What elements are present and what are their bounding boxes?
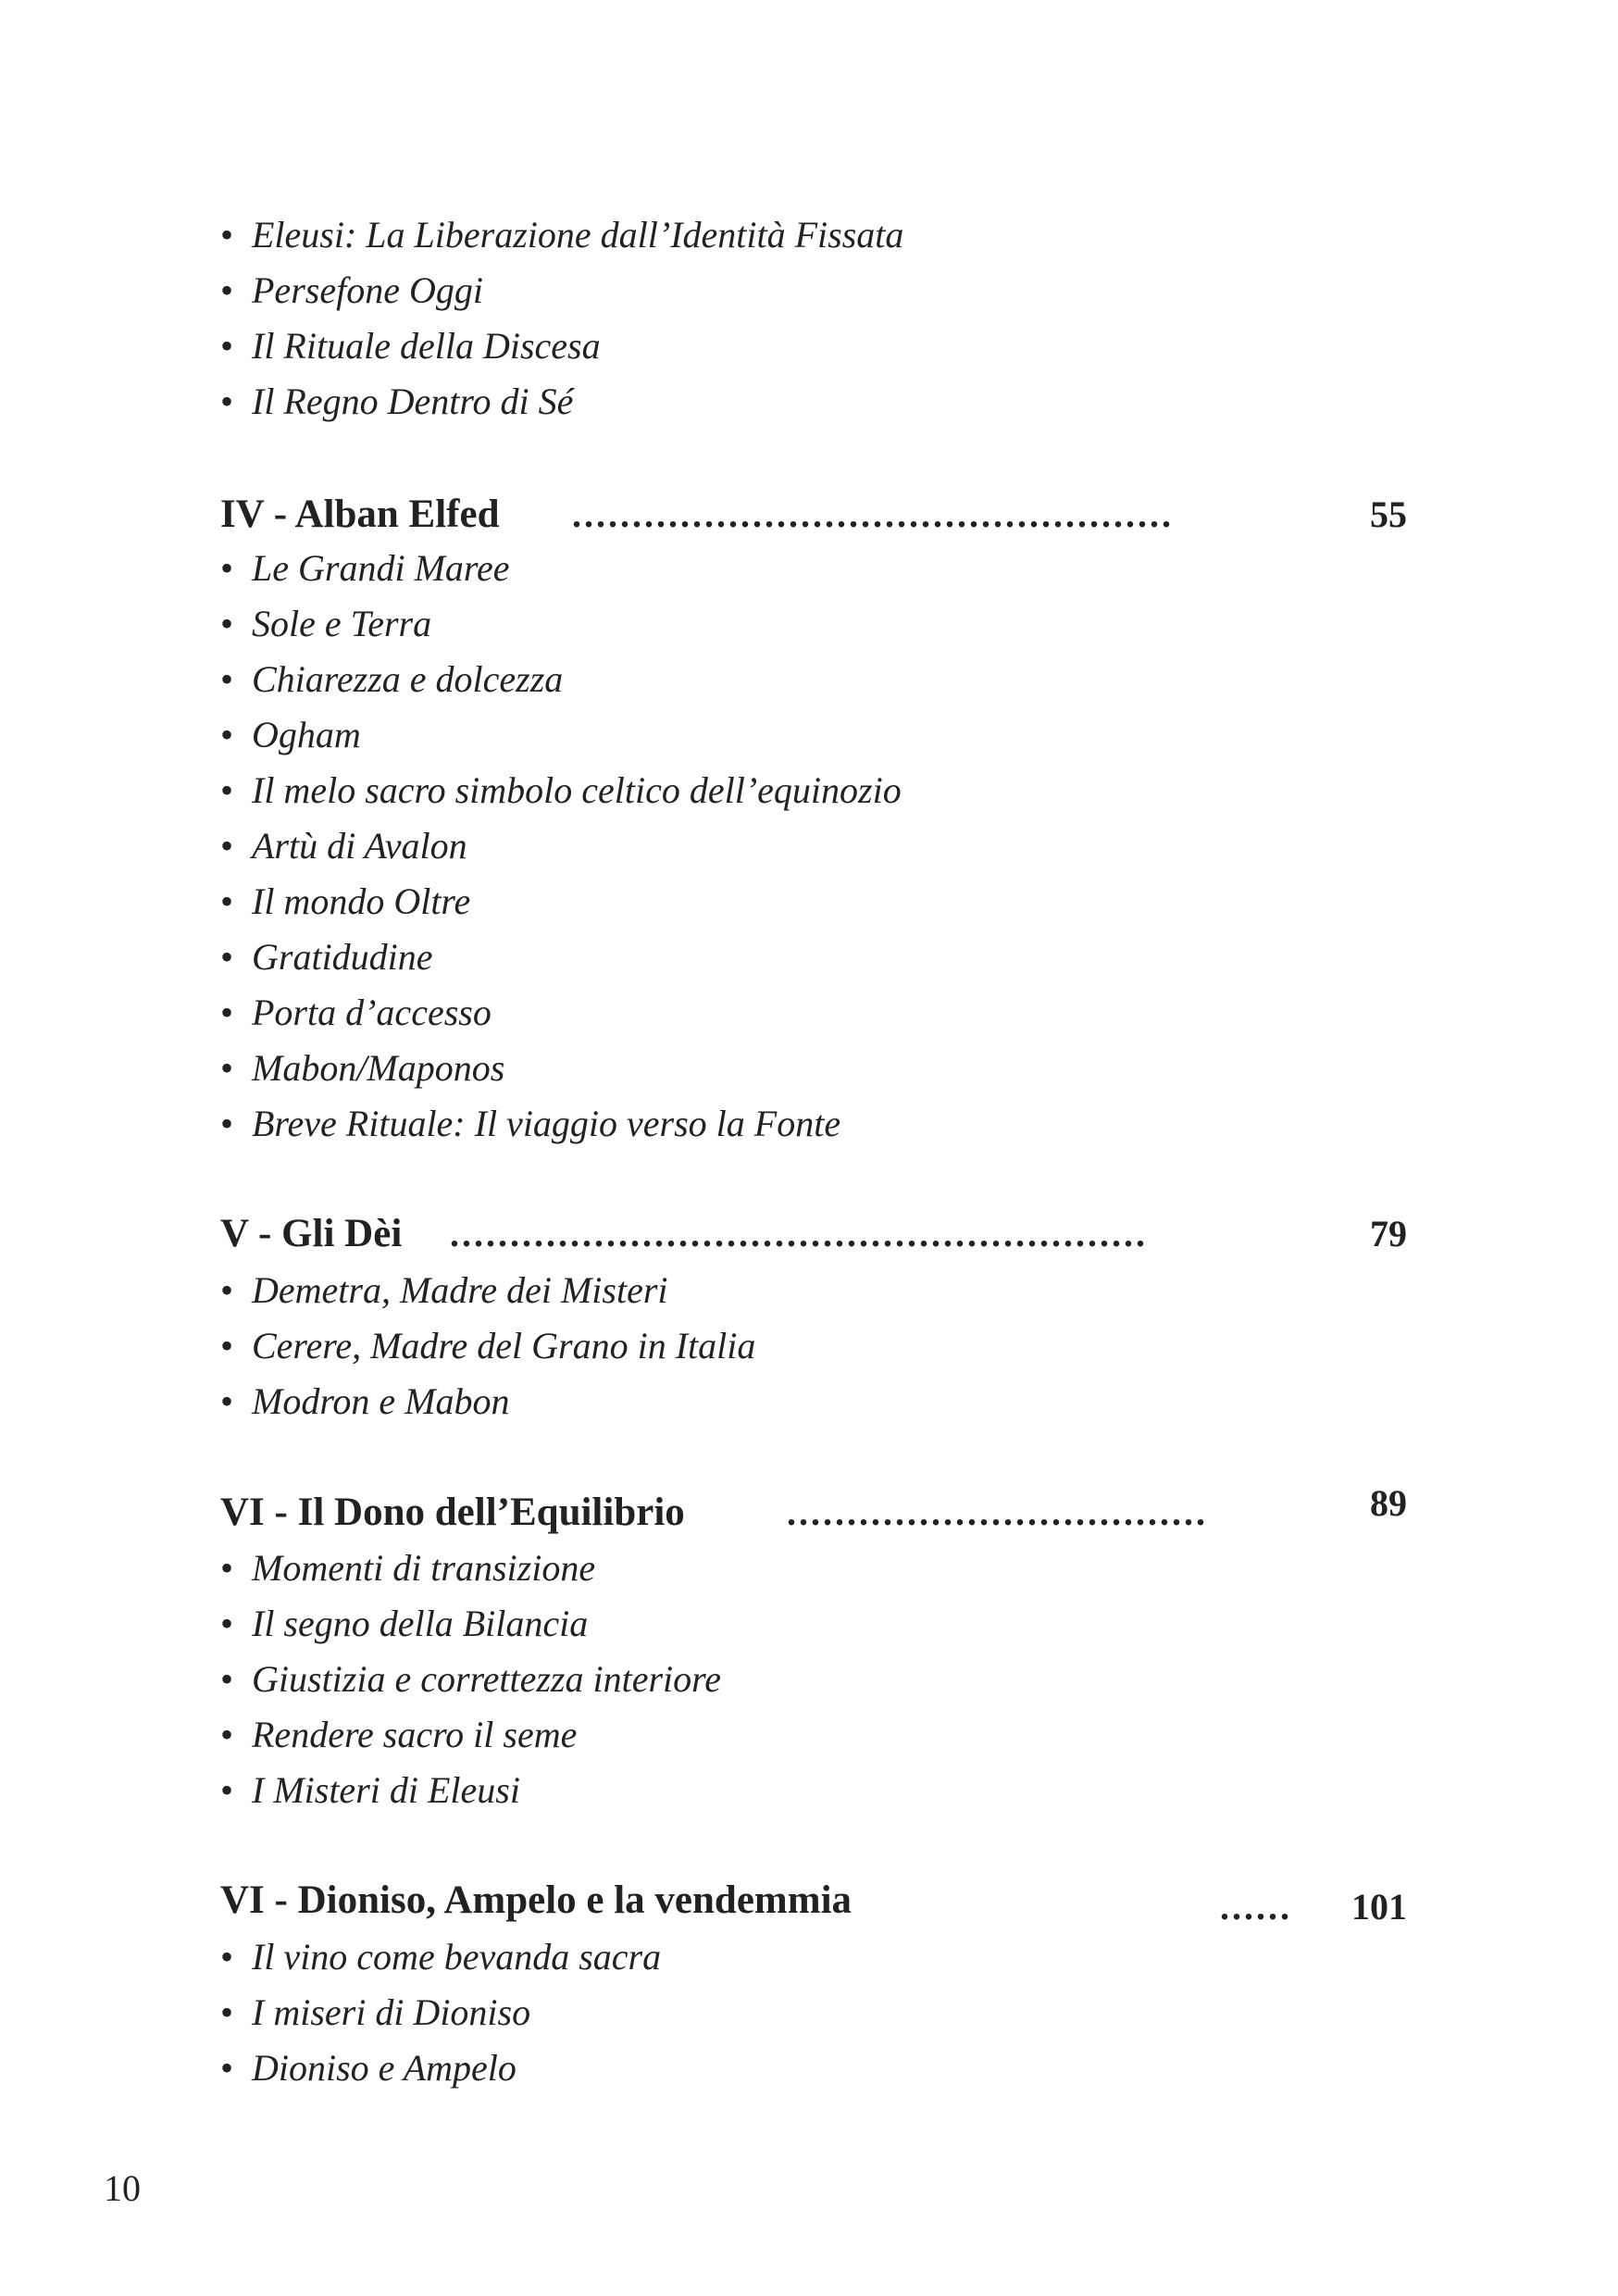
list-item (220, 207, 903, 263)
bullet: • (220, 769, 234, 811)
list-item (220, 2040, 517, 2096)
bullet: • (220, 1769, 234, 1811)
list-item-label: Il vino come bevanda sacra (252, 1936, 662, 1978)
list-item-label: Momenti di transizione (252, 1547, 596, 1589)
list-item (220, 1652, 721, 1707)
list-item-label: Giustizia e correttezza interiore (252, 1658, 721, 1700)
list-item (220, 818, 467, 874)
bullet: • (220, 936, 234, 978)
list-item (220, 1707, 577, 1763)
list-item (220, 1041, 504, 1096)
list-item-label: Porta d’accesso (252, 992, 492, 1033)
list-item (220, 1541, 595, 1596)
bullet: • (220, 1603, 234, 1644)
list-item-label: Rendere sacro il seme (252, 1714, 578, 1755)
bullet: • (220, 1269, 234, 1311)
list-item (220, 1263, 668, 1318)
bullet: • (220, 2047, 234, 2089)
folio-page-number: 10 (104, 2167, 141, 2209)
list-item-label: Le Grandi Maree (252, 547, 510, 589)
list-item-label: Persefone Oggi (252, 269, 483, 311)
list-item-label: Il Rituale della Discesa (252, 325, 601, 367)
bullet: • (220, 992, 234, 1033)
list-item-label: Sole e Terra (252, 603, 432, 644)
list-item-label: Il mondo Oltre (252, 880, 471, 922)
bullet: • (220, 1936, 234, 1978)
leader-dots: ...... (1220, 1886, 1292, 1928)
bullet: • (220, 325, 234, 367)
leader-dots: .................................................. (572, 493, 1174, 535)
bullet: • (220, 547, 234, 589)
list-item (220, 1596, 588, 1652)
list-item (220, 541, 509, 596)
list-item-label: Artù di Avalon (252, 825, 467, 867)
list-item-label: Il segno della Bilancia (252, 1603, 589, 1644)
list-item (220, 1374, 509, 1429)
section-title: VI - Dioniso, Ampelo e la vendemmia (220, 1878, 853, 1922)
page-number: 101 (1351, 1886, 1407, 1928)
list-item (220, 1985, 530, 2040)
list-item-label: Mabon/Maponos (252, 1047, 505, 1089)
list-item-label: I miseri di Dioniso (252, 1991, 531, 2033)
bullet: • (220, 214, 234, 256)
list-item (220, 263, 483, 318)
bullet: • (220, 1658, 234, 1700)
bullet: • (220, 603, 234, 644)
bullet: • (220, 658, 234, 700)
leader-dots: ................................... (787, 1491, 1208, 1533)
list-item-label: Breve Rituale: Il viaggio verso la Fonte (252, 1103, 841, 1144)
bullet: • (220, 269, 234, 311)
list-item-label: Demetra, Madre dei Misteri (252, 1269, 668, 1311)
bullet: • (220, 381, 234, 422)
bullet: • (220, 1325, 234, 1366)
list-item-label: Modron e Mabon (252, 1380, 510, 1422)
bullet: • (220, 880, 234, 922)
list-item (220, 874, 470, 930)
list-item-label: I Misteri di Eleusi (252, 1769, 520, 1811)
bullet: • (220, 1547, 234, 1589)
section-title: V - Gli Dèi (220, 1212, 403, 1255)
list-item-label: Il melo sacro simbolo celtico dell’equinozio (252, 769, 902, 811)
section-title: IV - Alban Elfed (220, 493, 500, 536)
bullet: • (220, 1047, 234, 1089)
list-item-label: Ogham (252, 714, 361, 755)
list-item (220, 318, 601, 374)
section-title: VI - Il Dono dell’Equilibrio (220, 1491, 685, 1534)
bullet: • (220, 1103, 234, 1144)
list-item (220, 374, 573, 430)
list-item (220, 707, 361, 763)
list-item (220, 652, 563, 707)
bullet: • (220, 1991, 234, 2033)
page-number: 55 (1370, 493, 1407, 535)
leader-dots: .......................................................... (450, 1213, 1148, 1254)
bullet: • (220, 714, 234, 755)
list-item (220, 1763, 520, 1818)
page-number: 79 (1370, 1213, 1407, 1254)
page-number: 89 (1370, 1482, 1407, 1524)
list-item (220, 1929, 661, 1985)
list-item-label: Gratidudine (252, 936, 433, 978)
list-item-label: Cerere, Madre del Grano in Italia (252, 1325, 756, 1366)
list-item-label: Chiarezza e dolcezza (252, 658, 564, 700)
bullet: • (220, 1380, 234, 1422)
list-item-label: Eleusi: La Liberazione dall’Identità Fissata (252, 214, 904, 256)
list-item (220, 985, 492, 1041)
list-item (220, 1096, 840, 1152)
list-item (220, 930, 433, 985)
list-item (220, 1318, 755, 1374)
list-item (220, 596, 431, 652)
list-item (220, 763, 902, 818)
bullet: • (220, 1714, 234, 1755)
list-item-label: Dioniso e Ampelo (252, 2047, 517, 2089)
bullet: • (220, 825, 234, 867)
list-item-label: Il Regno Dentro di Sé (252, 381, 574, 422)
